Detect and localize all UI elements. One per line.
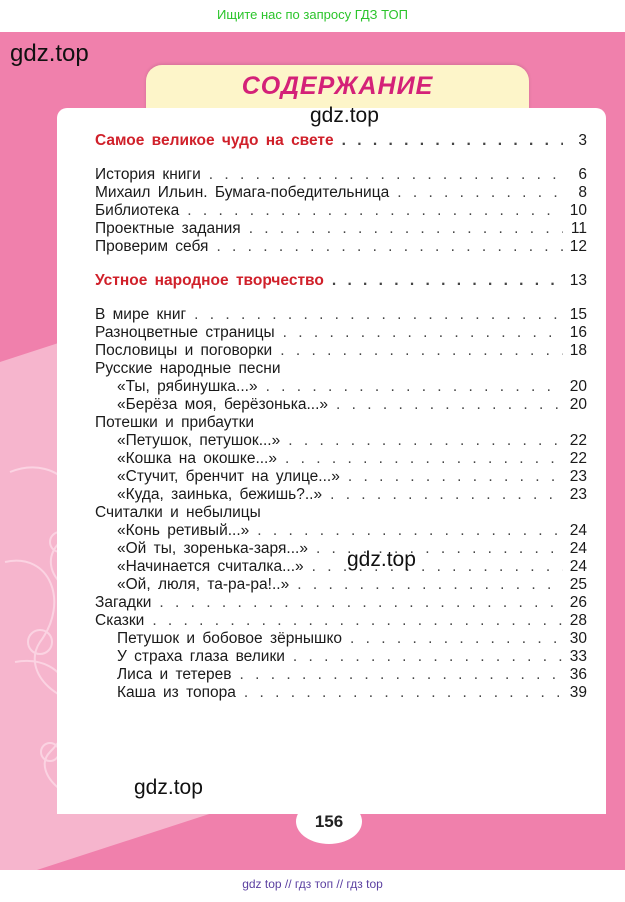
toc-label: Пословицы и поговорки: [95, 342, 273, 359]
toc-entry[interactable]: [95, 238, 587, 256]
toc-entry[interactable]: [95, 432, 587, 450]
toc-entry[interactable]: [95, 594, 587, 612]
toc-group-heading: [95, 360, 587, 378]
dot-leader: [266, 378, 563, 396]
toc-page: 16: [569, 324, 587, 341]
dot-leader: [209, 166, 563, 184]
toc-label: Проектные задания: [95, 220, 241, 237]
toc-label: Загадки: [95, 594, 152, 611]
dot-leader: [244, 684, 563, 702]
toc-page: 26: [569, 594, 587, 611]
toc-page: 24: [569, 522, 587, 539]
toc-entry[interactable]: [95, 202, 587, 220]
top-banner: [0, 0, 625, 32]
toc-label: Считалки и небылицы: [95, 504, 261, 521]
toc-page: 3: [578, 132, 587, 149]
toc-label: Михаил Ильин. Бумага-победительница: [95, 184, 390, 201]
toc-page: 15: [569, 306, 587, 323]
toc-label: «Ты, рябинушка...»: [117, 378, 258, 395]
dot-leader: [348, 468, 563, 486]
toc-label: Сказки: [95, 612, 145, 629]
toc-page: 8: [578, 184, 587, 201]
toc-label: Устное народное творчество: [95, 272, 324, 289]
top-banner-text: Ищите нас по запросу ГДЗ ТОП: [217, 7, 408, 22]
toc-group-heading: [95, 414, 587, 432]
toc-label: История книги: [95, 166, 201, 183]
toc-entry[interactable]: [95, 220, 587, 238]
toc-label: Библиотека: [95, 202, 180, 219]
toc-page: 18: [569, 342, 587, 359]
toc-entry[interactable]: [95, 166, 587, 184]
page-title: СОДЕРЖАНИЕ: [241, 72, 434, 100]
dot-leader: [159, 594, 563, 612]
toc-label: Потешки и прибаутки: [95, 414, 255, 431]
toc-entry[interactable]: [95, 612, 587, 630]
toc-page: 12: [569, 238, 587, 255]
toc-label: «Ой, люля, та-ра-ра!..»: [117, 576, 290, 593]
toc-page: 10: [569, 202, 587, 219]
dot-leader: [350, 630, 563, 648]
toc-entry[interactable]: [95, 684, 587, 702]
toc-page: 22: [569, 432, 587, 449]
toc-label: «Куда, заинька, бежишь?..»: [117, 486, 323, 503]
dot-leader: [336, 396, 563, 414]
toc-entry[interactable]: [95, 630, 587, 648]
footer: [0, 870, 625, 902]
footer-text: gdz top // гдз топ // гдз top: [242, 877, 383, 891]
toc-page: 6: [578, 166, 587, 183]
dot-leader: [283, 324, 563, 342]
toc-entry[interactable]: [95, 648, 587, 666]
toc-entry[interactable]: [95, 540, 587, 558]
toc-entry[interactable]: [95, 450, 587, 468]
toc-page: 23: [569, 486, 587, 503]
toc-label: «Ой ты, зоренька-заря...»: [117, 540, 308, 557]
toc-page: 30: [569, 630, 587, 647]
dot-leader: [249, 220, 563, 238]
toc-entry[interactable]: [95, 342, 587, 360]
watermark-middle: gdz.top: [347, 548, 416, 571]
toc-page: 33: [569, 648, 587, 665]
dot-leader: [288, 432, 563, 450]
toc-section[interactable]: [95, 132, 587, 150]
dot-leader: [257, 522, 563, 540]
toc-group-heading: [95, 504, 587, 522]
toc-label: Русские народные песни: [95, 360, 281, 377]
dot-leader: [342, 132, 563, 150]
watermark-under-title: gdz.top: [310, 104, 379, 127]
toc-entry[interactable]: [95, 558, 587, 576]
page-number: 156: [296, 799, 362, 844]
toc-page: 36: [569, 666, 587, 683]
toc-entry[interactable]: [95, 378, 587, 396]
toc-label: В мире книг: [95, 306, 187, 323]
toc-label: «Берёза моя, берёзонька...»: [117, 396, 329, 413]
toc-label: «Стучит, бренчит на улице...»: [117, 468, 340, 485]
toc-label: Каша из топора: [117, 684, 236, 701]
dot-leader: [293, 648, 563, 666]
dot-leader: [297, 576, 563, 594]
dot-leader: [240, 666, 563, 684]
toc-entry[interactable]: [95, 666, 587, 684]
toc-entry[interactable]: [95, 184, 587, 202]
dot-leader: [216, 238, 563, 256]
toc-label: «Начинается считалка...»: [117, 558, 304, 575]
toc-label: Самое великое чудо на свете: [95, 132, 334, 149]
toc-label: Разноцветные страницы: [95, 324, 275, 341]
toc-label: «Петушок, петушок...»: [117, 432, 281, 449]
toc-label: Проверим себя: [95, 238, 209, 255]
toc-section[interactable]: [95, 272, 587, 290]
toc-entry[interactable]: [95, 324, 587, 342]
dot-leader: [187, 202, 563, 220]
dot-leader: [285, 450, 563, 468]
toc-page: 25: [569, 576, 587, 593]
dot-leader: [152, 612, 563, 630]
toc-entry[interactable]: [95, 306, 587, 324]
toc-entry[interactable]: [95, 576, 587, 594]
toc-page: 22: [569, 450, 587, 467]
toc-entry[interactable]: [95, 522, 587, 540]
dot-leader: [332, 272, 563, 290]
toc-entry[interactable]: [95, 396, 587, 414]
toc-page: 28: [569, 612, 587, 629]
dot-leader: [397, 184, 563, 202]
toc-entry[interactable]: [95, 468, 587, 486]
toc-page: 20: [569, 396, 587, 413]
dot-leader: [194, 306, 563, 324]
toc-entry[interactable]: [95, 486, 587, 504]
toc-page: 13: [569, 272, 587, 289]
toc-label: «Кошка на окошке...»: [117, 450, 277, 467]
watermark-bottom: gdz.top: [134, 776, 203, 799]
toc-page: 20: [569, 378, 587, 395]
toc-label: У страха глаза велики: [117, 648, 285, 665]
toc-label: «Конь ретивый...»: [117, 522, 250, 539]
dot-leader: [330, 486, 563, 504]
toc-page: 23: [569, 468, 587, 485]
toc-page: 24: [569, 558, 587, 575]
table-of-contents: [95, 132, 587, 702]
toc-label: Лиса и тетерев: [117, 666, 232, 683]
toc-page: 39: [569, 684, 587, 701]
toc-label: Петушок и бобовое зёрнышко: [117, 630, 343, 647]
toc-page: 11: [570, 220, 587, 237]
toc-page: 24: [569, 540, 587, 557]
watermark-top-left: gdz.top: [10, 40, 89, 67]
dot-leader: [280, 342, 563, 360]
